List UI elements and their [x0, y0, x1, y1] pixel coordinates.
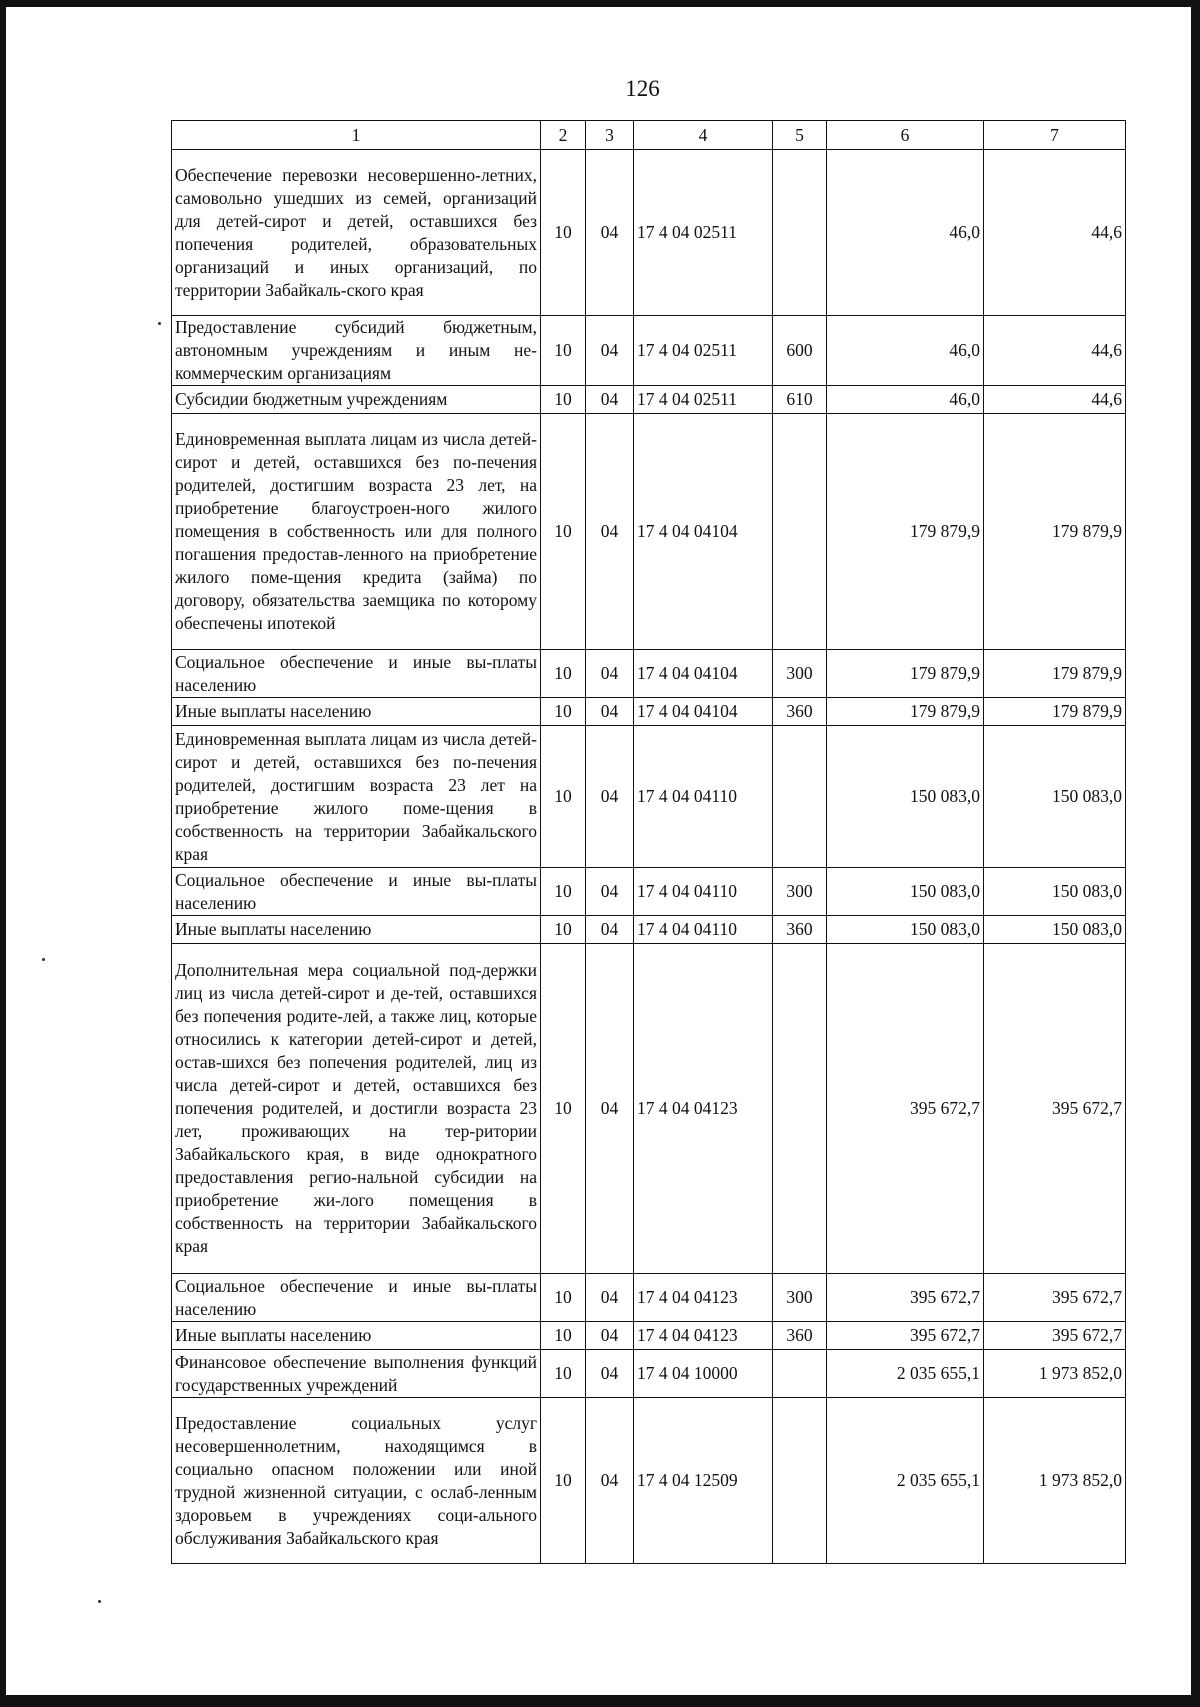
row-sum-2: 150 083,0: [984, 916, 1126, 944]
row-target-code: 17 4 04 02511: [634, 316, 773, 386]
row-section: 10: [541, 316, 586, 386]
table-row: [172, 1398, 1126, 1564]
row-subsection: 04: [586, 944, 634, 1274]
header-col-4: 4: [634, 121, 773, 150]
row-name: Иные выплаты населению: [172, 916, 541, 944]
row-target-code: 17 4 04 02511: [634, 150, 773, 316]
header-col-2: 2: [541, 121, 586, 150]
row-sum-1: 150 083,0: [827, 916, 984, 944]
row-section: 10: [541, 386, 586, 414]
row-target-code: 17 4 04 04104: [634, 650, 773, 698]
row-section: 10: [541, 1274, 586, 1322]
row-sum-1: 46,0: [827, 386, 984, 414]
row-name: Единовременная выплата лицам из числа детей-сирот и детей, оставшихся без по-печения родителей, достигшим возраста 23 лет на приобретение жилого поме-щения в собственность на территории Забайкальского края: [172, 726, 541, 868]
row-subsection: 04: [586, 726, 634, 868]
row-expense-type: 300: [773, 1274, 827, 1322]
row-sum-1: 395 672,7: [827, 1274, 984, 1322]
row-sum-2: 395 672,7: [984, 1274, 1126, 1322]
row-section: 10: [541, 1398, 586, 1564]
row-subsection: 04: [586, 386, 634, 414]
table-header: [172, 121, 1126, 150]
row-sum-1: 395 672,7: [827, 1322, 984, 1350]
row-sum-2: 44,6: [984, 316, 1126, 386]
row-sum-2: 179 879,9: [984, 650, 1126, 698]
row-name: Субсидии бюджетным учреждениям: [172, 386, 541, 414]
row-target-code: 17 4 04 04110: [634, 916, 773, 944]
row-subsection: 04: [586, 1322, 634, 1350]
scan-border-right: [1191, 0, 1200, 1707]
row-name: Дополнительная мера социальной под-держки лиц из числа детей-сирот и де-тей, оставшихся без попечения родите-лей, а также лиц, которые относились к категории детей-сирот и детей, остав-шихся без попечения родителей, лиц из числа детей-сирот и детей, оставшихся без попечения родителей, и достигли возраста 23 лет, проживающих на тер-ритории Забайкальского края, в виде однократного предоставления регио-нальной субсидии на приобретение жи-лого помещения в собственность на территории Забайкальского края: [172, 944, 541, 1274]
row-target-code: 17 4 04 04123: [634, 944, 773, 1274]
row-subsection: 04: [586, 1350, 634, 1398]
header-col-1: 1: [172, 121, 541, 150]
table-row: [172, 868, 1126, 916]
row-sum-1: 46,0: [827, 316, 984, 386]
row-sum-1: 179 879,9: [827, 414, 984, 650]
row-expense-type: 600: [773, 316, 827, 386]
row-expense-type: 610: [773, 386, 827, 414]
row-subsection: 04: [586, 868, 634, 916]
row-sum-2: 179 879,9: [984, 414, 1126, 650]
row-expense-type: 360: [773, 1322, 827, 1350]
row-section: 10: [541, 1350, 586, 1398]
row-section: 10: [541, 650, 586, 698]
row-name: Социальное обеспечение и иные вы-платы населению: [172, 868, 541, 916]
row-sum-1: 150 083,0: [827, 868, 984, 916]
header-col-5: 5: [773, 121, 827, 150]
header-col-7: 7: [984, 121, 1126, 150]
row-expense-type: 360: [773, 698, 827, 726]
row-name: Финансовое обеспечение выполнения функций государственных учреждений: [172, 1350, 541, 1398]
row-name: Иные выплаты населению: [172, 1322, 541, 1350]
table-row: [172, 1322, 1126, 1350]
row-name: Предоставление субсидий бюджетным, автономным учреждениям и иным не-коммерческим организациям: [172, 316, 541, 386]
row-expense-type: [773, 1398, 827, 1564]
row-sum-2: 44,6: [984, 150, 1126, 316]
row-target-code: 17 4 04 04123: [634, 1322, 773, 1350]
table-row: [172, 1274, 1126, 1322]
scan-speck: [158, 322, 161, 325]
row-subsection: 04: [586, 1398, 634, 1564]
table-row: [172, 726, 1126, 868]
row-expense-type: [773, 150, 827, 316]
row-expense-type: [773, 414, 827, 650]
row-name: Социальное обеспечение и иные вы-платы населению: [172, 1274, 541, 1322]
table-row: [172, 316, 1126, 386]
header-row: [172, 121, 1126, 150]
row-expense-type: [773, 1350, 827, 1398]
row-expense-type: [773, 726, 827, 868]
row-target-code: 17 4 04 04110: [634, 868, 773, 916]
row-sum-2: 395 672,7: [984, 1322, 1126, 1350]
row-sum-1: 179 879,9: [827, 650, 984, 698]
scan-border-bottom: [0, 1695, 1200, 1707]
row-section: 10: [541, 698, 586, 726]
row-target-code: 17 4 04 04104: [634, 414, 773, 650]
table-row: [172, 916, 1126, 944]
row-sum-1: 2 035 655,1: [827, 1398, 984, 1564]
row-section: 10: [541, 726, 586, 868]
row-section: 10: [541, 414, 586, 650]
row-sum-2: 395 672,7: [984, 944, 1126, 1274]
row-expense-type: 300: [773, 650, 827, 698]
row-target-code: 17 4 04 10000: [634, 1350, 773, 1398]
row-sum-2: 44,6: [984, 386, 1126, 414]
table-body: [172, 150, 1126, 1564]
row-target-code: 17 4 04 12509: [634, 1398, 773, 1564]
table-row: [172, 414, 1126, 650]
header-col-3: 3: [586, 121, 634, 150]
row-name: Обеспечение перевозки несовершенно-летних, самовольно ушедших из семей, организаций для детей-сирот и детей, оставшихся без попечения родителей, образовательных организаций и иных организаций, по территории Забайкаль-ского края: [172, 150, 541, 316]
row-sum-1: 150 083,0: [827, 726, 984, 868]
row-expense-type: 300: [773, 868, 827, 916]
table-row: [172, 650, 1126, 698]
row-expense-type: [773, 944, 827, 1274]
row-target-code: 17 4 04 04110: [634, 726, 773, 868]
row-subsection: 04: [586, 150, 634, 316]
row-target-code: 17 4 04 04123: [634, 1274, 773, 1322]
row-sum-1: 395 672,7: [827, 944, 984, 1274]
scan-speck: [98, 1600, 101, 1603]
scan-border-top: [0, 0, 1200, 7]
row-sum-2: 150 083,0: [984, 726, 1126, 868]
row-target-code: 17 4 04 04104: [634, 698, 773, 726]
row-subsection: 04: [586, 916, 634, 944]
table-row: [172, 1350, 1126, 1398]
row-sum-2: 150 083,0: [984, 868, 1126, 916]
header-col-6: 6: [827, 121, 984, 150]
page-number: 126: [625, 76, 660, 101]
row-subsection: 04: [586, 698, 634, 726]
row-section: 10: [541, 1322, 586, 1350]
table-row: [172, 150, 1126, 316]
row-subsection: 04: [586, 1274, 634, 1322]
row-target-code: 17 4 04 02511: [634, 386, 773, 414]
row-subsection: 04: [586, 316, 634, 386]
scan-speck: [42, 958, 45, 961]
table-row: [172, 698, 1126, 726]
row-name: Предоставление социальных услуг несовершеннолетним, находящимся в социально опасном положении или иной трудной жизненной ситуации, с ослаб-ленным здоровьем в учреждениях соци-ального обслуживания Забайкальского края: [172, 1398, 541, 1564]
row-sum-1: 2 035 655,1: [827, 1350, 984, 1398]
row-sum-2: 179 879,9: [984, 698, 1126, 726]
row-sum-1: 179 879,9: [827, 698, 984, 726]
row-subsection: 04: [586, 650, 634, 698]
row-section: 10: [541, 150, 586, 316]
row-name: Иные выплаты населению: [172, 698, 541, 726]
row-sum-2: 1 973 852,0: [984, 1398, 1126, 1564]
scan-border-left: [0, 0, 6, 1707]
row-name: Социальное обеспечение и иные вы-платы населению: [172, 650, 541, 698]
row-expense-type: 360: [773, 916, 827, 944]
row-subsection: 04: [586, 414, 634, 650]
row-sum-2: 1 973 852,0: [984, 1350, 1126, 1398]
row-section: 10: [541, 944, 586, 1274]
row-name: Единовременная выплата лицам из числа детей-сирот и детей, оставшихся без по-печения родителей, достигшим возраста 23 лет, на приобретение благоустроен-ного жилого помещения в собственность или для полного погашения предостав-ленного на приобретение жилого поме-щения кредита (займа) по договору, обязательства заемщика по которому обеспечены ипотекой: [172, 414, 541, 650]
table-row: [172, 386, 1126, 414]
table-row: [172, 944, 1126, 1274]
row-sum-1: 46,0: [827, 150, 984, 316]
row-section: 10: [541, 916, 586, 944]
budget-table: [171, 120, 1126, 1564]
row-section: 10: [541, 868, 586, 916]
